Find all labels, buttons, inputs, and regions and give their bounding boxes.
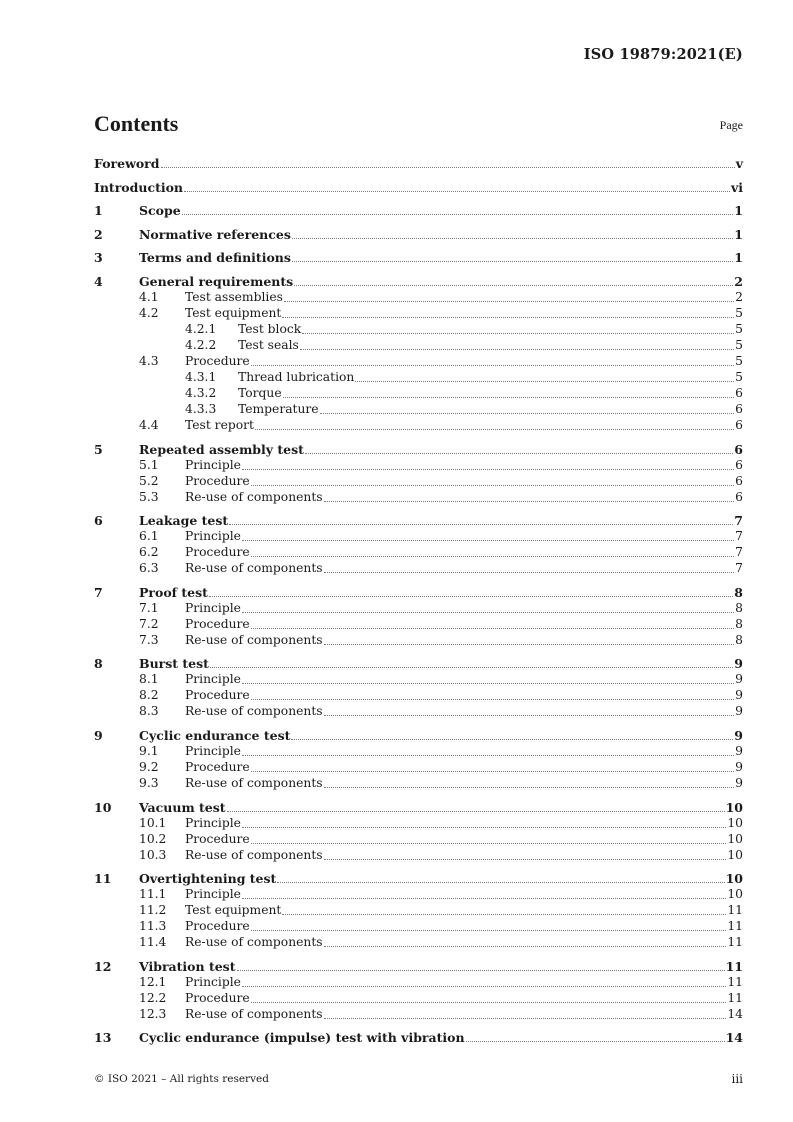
dot-leader xyxy=(300,348,734,350)
toc-entry-number: 5.3 xyxy=(139,489,159,504)
toc-entry-title[interactable]: Re-use of components xyxy=(185,775,323,790)
dot-leader xyxy=(242,611,734,613)
dot-leader xyxy=(161,166,735,168)
toc-entry-page: 14 xyxy=(727,1006,743,1021)
toc-entry[interactable] xyxy=(94,632,743,648)
toc-entry-page: 6 xyxy=(735,417,743,432)
toc-entry-page: 8 xyxy=(734,584,743,600)
toc-entry-title[interactable]: Vibration test xyxy=(139,958,236,974)
toc-entry-page: 5 xyxy=(735,369,743,384)
toc-entry-page: 9 xyxy=(735,704,743,719)
dot-leader xyxy=(210,666,733,668)
dot-leader xyxy=(251,627,735,629)
toc-entry-number: 9.3 xyxy=(139,775,159,790)
toc-entry-title[interactable]: Foreword xyxy=(94,156,160,171)
toc-entry-title[interactable]: Introduction xyxy=(94,179,184,195)
toc-entry-title[interactable]: Test assemblies xyxy=(185,289,283,304)
toc-entry-title[interactable]: Procedure xyxy=(185,759,250,774)
toc-entry-page: 9 xyxy=(735,743,743,758)
toc-entry[interactable] xyxy=(94,703,743,719)
toc-entry-number: 4 xyxy=(94,273,103,289)
toc-entry-page: 10 xyxy=(727,815,743,830)
toc-entry-title[interactable]: General requirements xyxy=(139,273,294,289)
dot-leader xyxy=(251,929,727,931)
toc-entry-page: 1 xyxy=(734,203,743,219)
toc-entry-title[interactable]: Cyclic endurance test xyxy=(139,727,291,743)
dot-leader xyxy=(182,213,734,215)
toc-entry-title[interactable]: Principle xyxy=(185,743,241,758)
toc-entry-page: vi xyxy=(730,179,743,195)
toc-entry-page: 6 xyxy=(735,385,743,400)
toc-entry-title[interactable]: Principle xyxy=(185,600,241,615)
toc-entry[interactable] xyxy=(94,831,743,847)
toc-entry-page: 11 xyxy=(727,974,743,989)
dot-leader xyxy=(305,452,733,454)
toc-entry-page: 6 xyxy=(735,401,743,416)
toc-entry-number: 7.2 xyxy=(139,616,159,631)
toc-entry-title[interactable]: Test seals xyxy=(238,337,299,352)
page-column-label: Page xyxy=(719,118,743,132)
toc-entry-page: 1 xyxy=(734,250,743,266)
dot-leader xyxy=(251,484,735,486)
dot-leader xyxy=(251,698,735,700)
toc-entry-number: 11.3 xyxy=(139,919,167,934)
toc-entry[interactable] xyxy=(94,990,743,1006)
toc-entry-page: 10 xyxy=(727,887,743,902)
toc-entry[interactable] xyxy=(94,457,743,473)
toc-entry-number: 12.1 xyxy=(139,974,167,989)
toc-entry-page: 11 xyxy=(727,990,743,1005)
toc-entry-number: 13 xyxy=(94,1030,112,1046)
toc-entry-page: 8 xyxy=(735,600,743,615)
toc-entry-title[interactable]: Principle xyxy=(185,457,241,472)
toc-entry-title[interactable]: Re-use of components xyxy=(185,632,323,647)
toc-entry[interactable] xyxy=(94,544,743,560)
toc-entry[interactable] xyxy=(94,719,743,743)
toc-entry-page: 9 xyxy=(735,672,743,687)
toc-entry-page: 5 xyxy=(735,305,743,320)
toc-entry-page: 11 xyxy=(727,919,743,934)
toc-entry-title[interactable]: Terms and definitions xyxy=(139,250,291,266)
toc-entry-number: 4.4 xyxy=(139,417,159,432)
dot-leader xyxy=(292,260,733,262)
toc-entry[interactable] xyxy=(94,974,743,990)
toc-entry-number: 4.3.2 xyxy=(185,385,217,400)
dot-leader xyxy=(251,1001,727,1003)
page-number: iii xyxy=(731,1072,743,1086)
toc-entry[interactable] xyxy=(94,321,743,337)
toc-entry-number: 7.3 xyxy=(139,632,159,647)
toc-entry-page: 5 xyxy=(735,321,743,336)
toc-entry-page: 6 xyxy=(735,457,743,472)
toc-entry-number: 5.1 xyxy=(139,457,159,472)
toc-entry[interactable] xyxy=(94,195,743,219)
toc-entry-page: 14 xyxy=(725,1030,743,1046)
toc-entry-number: 1 xyxy=(94,203,103,219)
toc-entry-page: 11 xyxy=(727,903,743,918)
copyright-footer: © ISO 2021 – All rights reserved xyxy=(94,1073,269,1085)
toc-entry[interactable] xyxy=(94,775,743,791)
toc-entry-number: 9.1 xyxy=(139,743,159,758)
toc-entry-page: 8 xyxy=(735,632,743,647)
toc-entry[interactable] xyxy=(94,616,743,632)
dot-leader xyxy=(292,237,733,239)
dot-leader xyxy=(277,881,724,883)
toc-entry-page: 7 xyxy=(735,545,743,560)
toc-entry-title[interactable]: Procedure xyxy=(185,545,250,560)
document-id-header: ISO 19879:2021(E) xyxy=(583,46,743,63)
toc-entry-title[interactable]: Principle xyxy=(185,974,241,989)
toc-entry-number: 4.3.3 xyxy=(185,401,217,416)
toc-entry-title[interactable]: Burst test xyxy=(139,656,209,672)
toc-entry-page: 9 xyxy=(734,727,743,743)
toc-entry[interactable] xyxy=(94,417,743,433)
toc-entry-number: 8.3 xyxy=(139,704,159,719)
dot-leader xyxy=(242,897,726,899)
dot-leader xyxy=(320,412,735,414)
toc-entry-number: 9.2 xyxy=(139,759,159,774)
dot-leader xyxy=(242,682,734,684)
contents-heading: Contents xyxy=(94,111,179,136)
dot-leader xyxy=(284,300,734,302)
toc-entry-number: 3 xyxy=(94,250,103,266)
toc-entry[interactable] xyxy=(94,934,743,950)
dot-leader xyxy=(291,738,733,740)
toc-entry[interactable] xyxy=(94,1006,743,1022)
toc-entry-number: 11 xyxy=(94,871,112,887)
dot-leader xyxy=(209,595,733,597)
toc-entry-page: 6 xyxy=(734,441,743,457)
toc-entry-number: 7 xyxy=(94,584,103,600)
toc-entry-page: 2 xyxy=(734,273,743,289)
dot-leader xyxy=(251,364,735,366)
dot-leader xyxy=(242,754,734,756)
dot-leader xyxy=(282,316,734,318)
toc-entry-page: 10 xyxy=(727,847,743,862)
toc-entry[interactable] xyxy=(94,791,743,815)
toc-entry-page: 6 xyxy=(735,489,743,504)
toc-entry-title[interactable]: Overtightening test xyxy=(139,871,277,887)
dot-leader xyxy=(355,380,734,382)
toc-entry-page: 10 xyxy=(725,871,743,887)
toc-entry-page: 8 xyxy=(735,616,743,631)
toc-entry[interactable] xyxy=(94,671,743,687)
dot-leader xyxy=(237,969,725,971)
toc-entry-page: v xyxy=(735,156,743,171)
dot-leader xyxy=(324,643,735,645)
toc-entry[interactable] xyxy=(94,918,743,934)
toc-entry-number: 4.2.2 xyxy=(185,337,217,352)
toc-entry-page: 5 xyxy=(735,353,743,368)
toc-entry-page: 10 xyxy=(727,831,743,846)
toc-entry[interactable] xyxy=(94,489,743,505)
dot-leader xyxy=(251,555,735,557)
toc-entry[interactable] xyxy=(94,847,743,863)
toc-entry-title[interactable]: Re-use of components xyxy=(185,561,323,576)
toc-entry-title[interactable]: Test block xyxy=(238,321,302,336)
dot-leader xyxy=(255,428,734,430)
dot-leader xyxy=(324,1017,727,1019)
toc-entry-title[interactable]: Principle xyxy=(185,815,241,830)
dot-leader xyxy=(324,786,735,788)
toc-entry[interactable] xyxy=(94,600,743,616)
toc-entry-number: 10 xyxy=(94,799,112,815)
toc-entry[interactable] xyxy=(94,337,743,353)
toc-entry-title[interactable]: Procedure xyxy=(185,353,250,368)
toc-entry-number: 2 xyxy=(94,226,103,242)
toc-entry-number: 6.3 xyxy=(139,561,159,576)
dot-leader xyxy=(324,571,735,573)
toc-entry-page: 11 xyxy=(727,935,743,950)
toc-entry[interactable] xyxy=(94,950,743,974)
toc-entry-number: 8.2 xyxy=(139,688,159,703)
dot-leader xyxy=(324,500,735,502)
toc-entry[interactable] xyxy=(94,743,743,759)
toc-entry-page: 1 xyxy=(734,226,743,242)
toc-entry[interactable] xyxy=(94,1022,743,1046)
toc-entry-title[interactable]: Test equipment xyxy=(185,305,282,320)
toc-entry-title[interactable]: Test report xyxy=(185,417,254,432)
toc-entry[interactable] xyxy=(94,401,743,417)
toc-entry-number: 12.2 xyxy=(139,990,167,1005)
toc-entry-number: 11.4 xyxy=(139,935,167,950)
toc-entry-title[interactable]: Re-use of components xyxy=(185,847,323,862)
toc-entry-title[interactable]: Procedure xyxy=(185,616,250,631)
toc-entry[interactable] xyxy=(94,528,743,544)
toc-entry-title[interactable]: Proof test xyxy=(139,584,208,600)
toc-entry[interactable] xyxy=(94,218,743,242)
toc-entry[interactable] xyxy=(94,560,743,576)
dot-leader xyxy=(242,468,734,470)
table-of-contents xyxy=(94,156,743,1045)
toc-entry[interactable] xyxy=(94,385,743,401)
toc-entry[interactable] xyxy=(94,759,743,775)
dot-leader xyxy=(229,523,733,525)
toc-entry-number: 4.3 xyxy=(139,353,159,368)
toc-entry[interactable] xyxy=(94,902,743,918)
dot-leader xyxy=(251,842,727,844)
toc-entry[interactable] xyxy=(94,687,743,703)
toc-entry-title[interactable]: Procedure xyxy=(185,688,250,703)
toc-entry-number: 8.1 xyxy=(139,672,159,687)
toc-entry-page: 5 xyxy=(735,337,743,352)
toc-entry-page: 9 xyxy=(735,775,743,790)
dot-leader xyxy=(324,714,735,716)
toc-entry-number: 8 xyxy=(94,656,103,672)
toc-entry-number: 5 xyxy=(94,441,103,457)
toc-entry-number: 10.2 xyxy=(139,831,167,846)
toc-entry-page: 9 xyxy=(735,759,743,774)
toc-entry-number: 10.1 xyxy=(139,815,167,830)
toc-entry-title[interactable]: Repeated assembly test xyxy=(139,441,304,457)
toc-entry-number: 7.1 xyxy=(139,600,159,615)
toc-entry[interactable] xyxy=(94,815,743,831)
toc-entry[interactable] xyxy=(94,171,743,195)
dot-leader xyxy=(324,858,727,860)
dot-leader xyxy=(242,826,726,828)
toc-entry-title[interactable]: Principle xyxy=(185,529,241,544)
toc-entry-page: 10 xyxy=(725,799,743,815)
toc-entry-number: 4.3.1 xyxy=(185,369,217,384)
toc-entry-number: 11.2 xyxy=(139,903,167,918)
toc-entry-number: 4.2.1 xyxy=(185,321,217,336)
toc-entry-page: 7 xyxy=(735,561,743,576)
toc-entry[interactable] xyxy=(94,886,743,902)
toc-entry-page: 7 xyxy=(735,529,743,544)
dot-leader xyxy=(242,539,734,541)
toc-entry[interactable] xyxy=(94,305,743,321)
toc-entry-number: 10.3 xyxy=(139,847,167,862)
toc-entry[interactable] xyxy=(94,369,743,385)
toc-entry-number: 6.2 xyxy=(139,545,159,560)
toc-entry-title[interactable]: Temperature xyxy=(238,401,319,416)
dot-leader xyxy=(184,190,730,192)
toc-entry-number: 4.1 xyxy=(139,289,159,304)
toc-entry[interactable] xyxy=(94,353,743,369)
toc-entry[interactable] xyxy=(94,473,743,489)
dot-leader xyxy=(283,396,735,398)
toc-entry-title[interactable]: Procedure xyxy=(185,919,250,934)
toc-entry-title[interactable]: Procedure xyxy=(185,831,250,846)
toc-entry[interactable] xyxy=(94,156,743,171)
toc-entry-number: 6 xyxy=(94,513,103,529)
toc-entry-number: 12 xyxy=(94,958,112,974)
dot-leader xyxy=(466,1040,725,1042)
dot-leader xyxy=(294,284,733,286)
toc-entry-title[interactable]: Vacuum test xyxy=(139,799,226,815)
toc-entry[interactable] xyxy=(94,289,743,305)
toc-entry[interactable] xyxy=(94,576,743,600)
toc-entry-title[interactable]: Leakage test xyxy=(139,513,229,529)
toc-entry-title[interactable]: Procedure xyxy=(185,990,250,1005)
dot-leader xyxy=(282,913,726,915)
toc-entry-title[interactable]: Principle xyxy=(185,887,241,902)
toc-entry-title[interactable]: Normative references xyxy=(139,226,291,242)
toc-entry-title[interactable]: Test equipment xyxy=(185,903,282,918)
toc-entry-title[interactable]: Torque xyxy=(238,385,282,400)
dot-leader xyxy=(302,332,734,334)
toc-entry-title[interactable]: Thread lubrication xyxy=(238,369,355,384)
toc-entry-page: 11 xyxy=(725,958,743,974)
toc-entry[interactable] xyxy=(94,863,743,887)
toc-entry-number: 6.1 xyxy=(139,529,159,544)
dot-leader xyxy=(251,770,735,772)
toc-entry[interactable] xyxy=(94,242,743,266)
toc-entry-title[interactable]: Principle xyxy=(185,672,241,687)
toc-entry-number: 4.2 xyxy=(139,305,159,320)
toc-entry-page: 2 xyxy=(735,289,743,304)
toc-entry-page: 9 xyxy=(735,688,743,703)
dot-leader xyxy=(242,985,726,987)
toc-entry[interactable] xyxy=(94,648,743,672)
toc-entry-page: 9 xyxy=(734,656,743,672)
toc-entry-number: 9 xyxy=(94,727,103,743)
toc-entry-page: 6 xyxy=(735,473,743,488)
toc-entry-title[interactable]: Re-use of components xyxy=(185,1006,323,1021)
toc-entry-number: 12.3 xyxy=(139,1006,167,1021)
toc-entry-page: 7 xyxy=(734,513,743,529)
toc-entry[interactable] xyxy=(94,505,743,529)
toc-entry-title[interactable]: Scope xyxy=(139,203,181,219)
toc-entry-title[interactable]: Re-use of components xyxy=(185,489,323,504)
toc-entry-title[interactable]: Procedure xyxy=(185,473,250,488)
toc-entry-title[interactable]: Re-use of components xyxy=(185,935,323,950)
dot-leader xyxy=(324,945,727,947)
toc-entry[interactable] xyxy=(94,265,743,289)
dot-leader xyxy=(227,810,725,812)
toc-entry-number: 5.2 xyxy=(139,473,159,488)
toc-entry-number: 11.1 xyxy=(139,887,167,902)
toc-entry-title[interactable]: Cyclic endurance (impulse) test with vibration xyxy=(139,1030,465,1046)
toc-entry-title[interactable]: Re-use of components xyxy=(185,704,323,719)
toc-entry[interactable] xyxy=(94,433,743,457)
